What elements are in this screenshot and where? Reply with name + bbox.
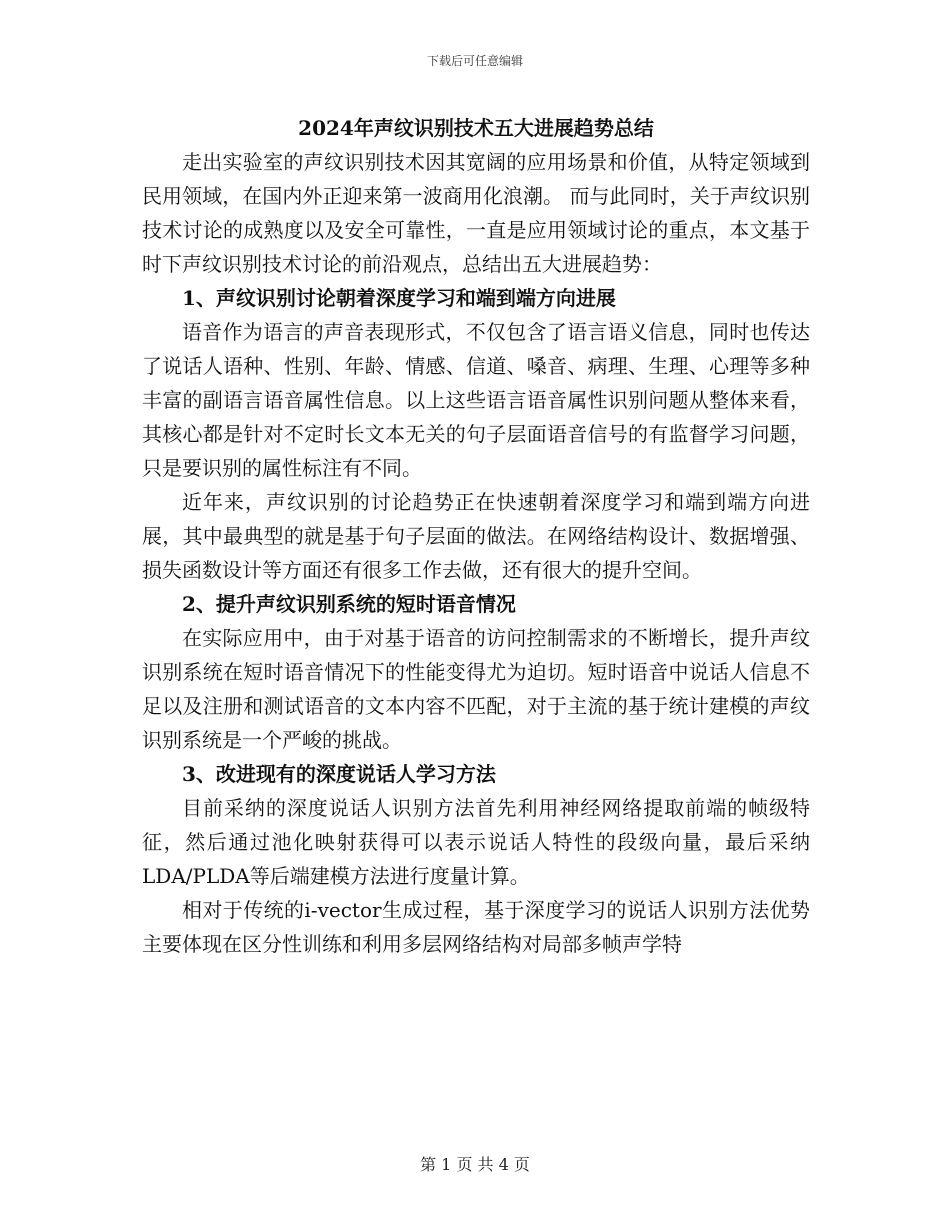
section-heading-2: 2、提升声纹识别系统的短时语音情况 [182, 592, 516, 616]
section-1-paragraph-1: 语音作为语言的声音表现形式，不仅包含了语言语义信息，同时也传达了说话人语种、性别、年龄、情感、信道、嗓音、病理、生理、心理等多种丰富的副语言语音属性信息。以上这些语言语音属性识别问题从整体来看，其核心都是针对不定时长文本无关的句子层面语音信号的有监督学习问题，只是要识别的属性标注有不同。 [142, 320, 810, 480]
section-1-paragraph-2: 近年来，声纹识别的讨论趋势正在快速朝着深度学习和端到端方向进展，其中最典型的就是基于句子层面的做法。在网络结构设计、数据增强、损失函数设计等方面还有很多工作去做，还有很大的提升空间。 [142, 490, 810, 582]
document-title: 2024年声纹识别技术五大进展趋势总结 [298, 116, 654, 140]
section-3-paragraph-1: 目前采纳的深度说话人识别方法首先利用神经网络提取前端的帧级特征，然后通过池化映射获得可以表示说话人特性的段级向量，最后采纳LDA/PLDA等后端建模方法进行度量计算。 [142, 796, 810, 888]
document-body [142, 111, 810, 961]
section-3-paragraph-2: 相对于传统的i-vector生成过程，基于深度学习的说话人识别方法优势主要体现在区分性训练和利用多层网络结构对局部多帧声学特 [142, 898, 810, 956]
page-header-note: 下载后可任意编辑 [426, 54, 523, 68]
section-heading-1: 1、声纹识别讨论朝着深度学习和端到端方向进展 [182, 286, 616, 310]
page-number: 第 1 页 共 4 页 [420, 1155, 530, 1174]
intro-paragraph: 走出实验室的声纹识别技术因其宽阔的应用场景和价值，从特定领域到民用领域，在国内外正迎来第一波商用化浪潮。 而与此同时，关于声纹识别技术讨论的成熟度以及安全可靠性，一直是应用领域讨论的重点，本文基于时下声纹识别技术讨论的前沿观点，总结出五大进展趋势： [142, 150, 810, 276]
section-2-paragraph-1: 在实际应用中，由于对基于语音的访问控制需求的不断增长，提升声纹识别系统在短时语音情况下的性能变得尤为迫切。短时语音中说话人信息不足以及注册和测试语音的文本内容不匹配，对于主流的基于统计建模的声纹识别系统是一个严峻的挑战。 [142, 626, 810, 752]
section-heading-3: 3、改进现有的深度说话人学习方法 [182, 762, 496, 786]
